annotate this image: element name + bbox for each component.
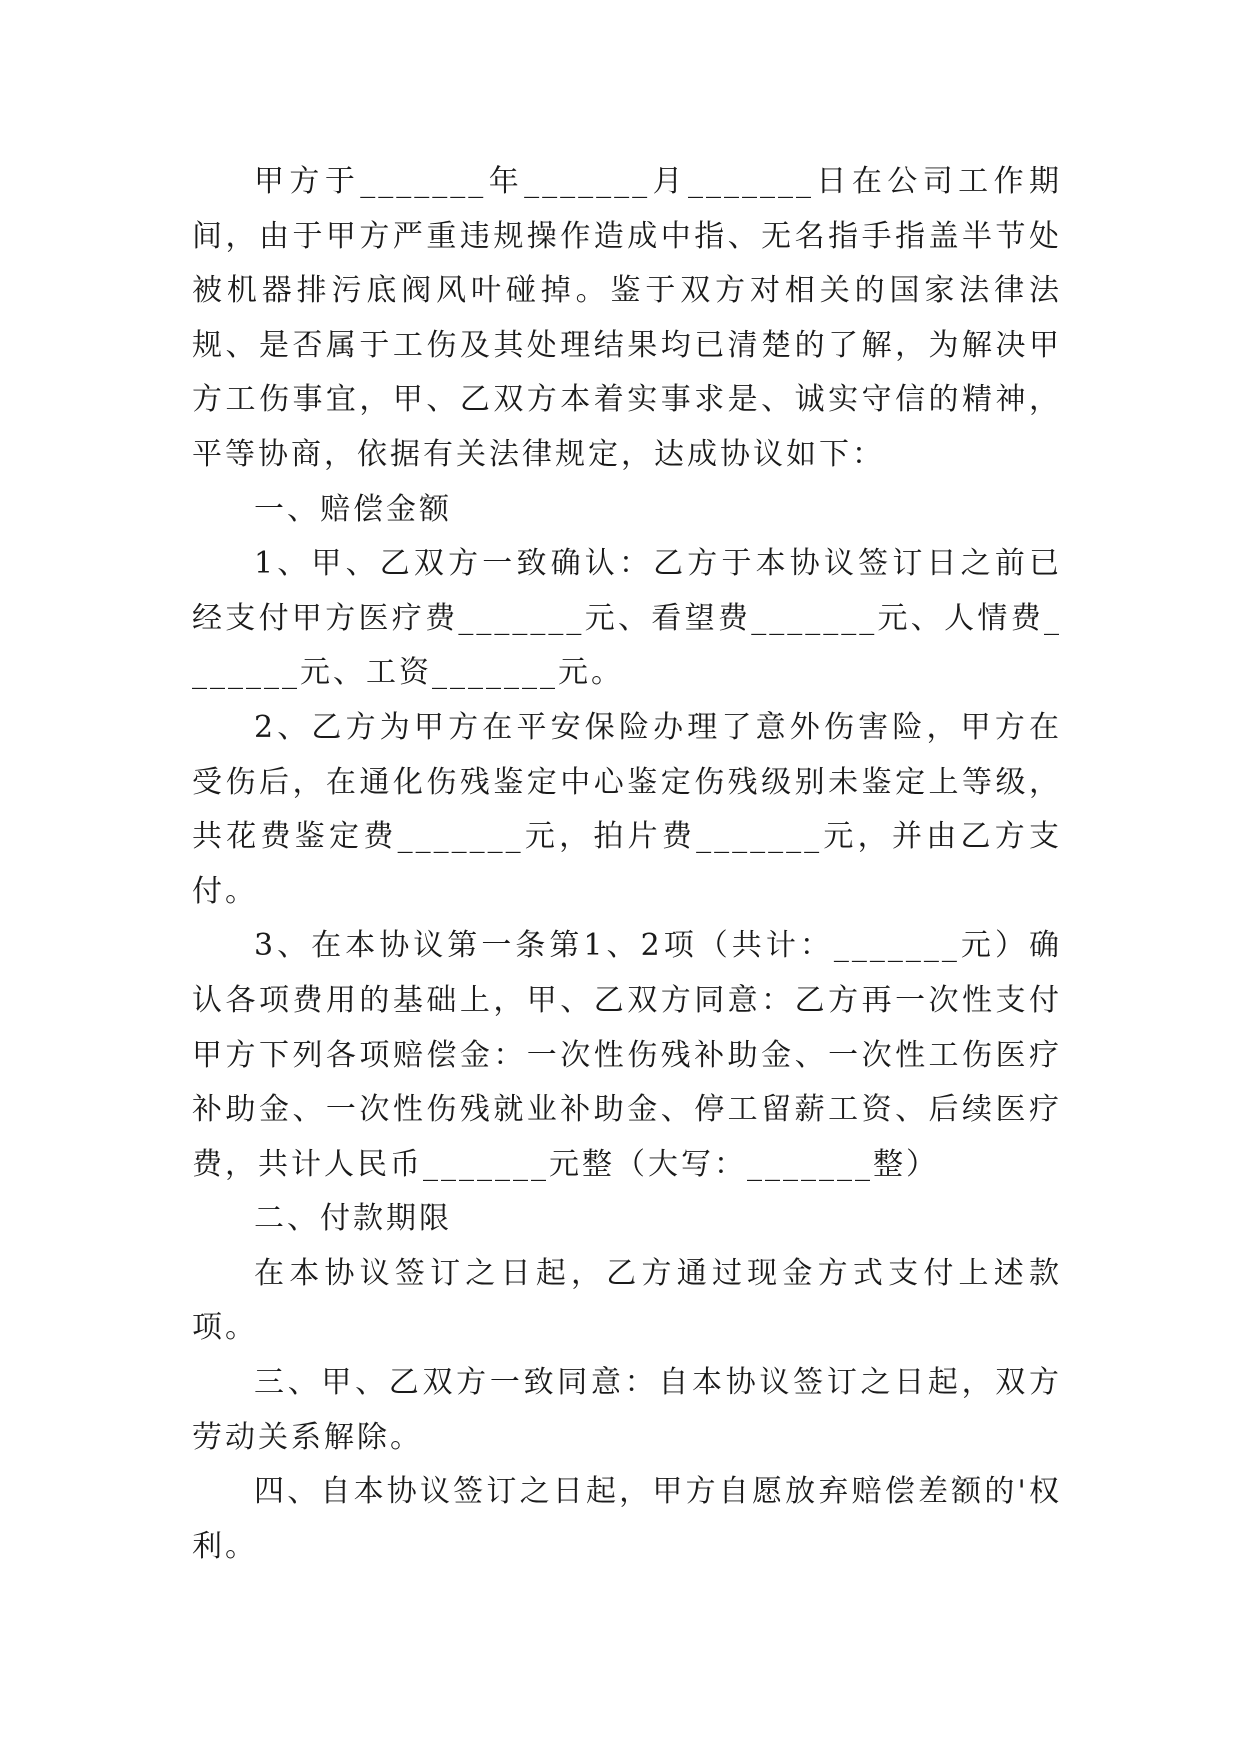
document-body [192, 155, 1062, 1574]
paragraph-intro: 甲方于_______年_______月_______日在公司工作期间，由于甲方严重违规操作造成中指、无名指手指盖半节处被机器排污底阀风叶碰掉。鉴于双方对相关的国家法律法规、是否属于工伤及其处理结果均已清楚的了解，为解决甲方工伤事宜，甲、乙双方本着实事求是、诚实守信的精神，平等协商，依据有关法律规定，达成协议如下： [192, 164, 1062, 472]
clause-3-lump-sum: 3、在本协议第一条第1、2项（共计：_______元）确认各项费用的基础上，甲、乙双方同意：乙方再一次性支付甲方下列各项赔偿金：一次性伤残补助金、一次性工伤医疗补助金、一次性伤残就业补助金、停工留薪工资、后续医疗费，共计人民币_______元整（大写：_______整） [192, 928, 1062, 1182]
section-heading-payment-term: 二、付款期限 [254, 1201, 452, 1237]
payment-term-text: 在本协议签订之日起，乙方通过现金方式支付上述款项。 [192, 1255, 1062, 1346]
clause-waiver: 四、自本协议签订之日起，甲方自愿放弃赔偿差额的'权利。 [192, 1474, 1062, 1564]
clause-2-insurance: 2、乙方为甲方在平安保险办理了意外伤害险，甲方在受伤后，在通化伤残鉴定中心鉴定伤残级别未鉴定上等级，共花费鉴定费_______元，拍片费_______元，并由乙方支付。 [192, 709, 1062, 909]
clause-termination: 三、甲、乙双方一致同意：自本协议签订之日起，双方劳动关系解除。 [192, 1365, 1062, 1455]
section-heading-compensation: 一、赔偿金额 [254, 491, 452, 527]
clause-1-paid-expenses: 1、甲、乙双方一致确认：乙方于本协议签订日之前已经支付甲方医疗费_______元、看望费_______元、人情费_______元、工资_______元。 [192, 546, 1062, 691]
